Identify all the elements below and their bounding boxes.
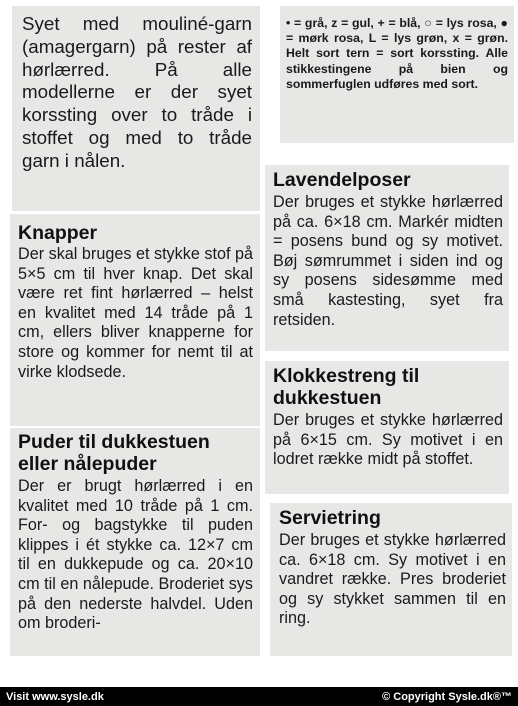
knapper-section xyxy=(10,214,260,426)
puder-heading: Puder til dukkestuen eller nålepuder xyxy=(18,431,210,475)
servietring-heading: Servietring xyxy=(279,507,381,529)
klokke-heading: Klokkestreng til dukkestuen xyxy=(273,365,420,409)
intro-block xyxy=(12,6,260,211)
klokke-section xyxy=(265,361,509,494)
copyright-text: © Copyright Sysle.dk®™ xyxy=(382,690,512,703)
footer-bar xyxy=(0,687,518,706)
puder-text: Der er brugt hørlærred i en kvalitet med 10 tråde på 1 cm. For- og bagstykke til puden klippes i ét stykke ca. 12×7 cm til en dukkepude og ca. 20×10 cm til en nålepude. Broderiet sys på den nederste halvdel. Uden om broderi- xyxy=(18,477,253,633)
servietring-text: Der bruges et stykke hørlærred ca. 6×18 cm. Sy motivet i en vandret række. Pres broderiet og sy stykket sammen til en ring. xyxy=(279,531,506,628)
lavendel-section xyxy=(265,165,509,351)
klokke-text: Der bruges et stykke hørlærred på 6×15 cm. Sy motivet i en lodret række midt på stoffet. xyxy=(273,411,503,469)
lavendel-text: Der bruges et stykke hørlærred på ca. 6×18 cm. Markér midten = posens bund og sy motivet. Bøj sømrummet i siden ind og sy posens sidesømme med små kastesting, syet fra retsiden. xyxy=(273,193,503,329)
legend-block xyxy=(280,6,514,143)
lavendel-heading: Lavendelposer xyxy=(273,169,411,191)
intro-text: Syet med mouliné-garn (amagergarn) på rester af hørlærred. På alle modellerne er der syet korssting over to tråde i stoffet og med to tråde garn i nålen. xyxy=(22,13,252,171)
puder-section xyxy=(10,428,260,656)
knapper-heading: Knapper xyxy=(18,222,98,244)
website-link[interactable]: Visit www.sysle.dk xyxy=(6,690,104,703)
knapper-text: Der skal bruges et stykke stof på 5×5 cm til hver knap. Det skal være ret fint hørlærred – helst en kvalitet med 14 tråde på 1 cm, ellers bliver knapperne for store og kommer for nemt til at virke klodsede. xyxy=(18,245,253,381)
servietring-section xyxy=(270,503,512,656)
legend-text: • = grå, z = gul, + = blå, ○ = lys rosa, ● = mørk rosa, L = lys grøn, x = grøn. Helt sort tern = sort korssting. Alle stikkestingene på bien og sommerfuglen udføres med sort. xyxy=(286,16,508,91)
